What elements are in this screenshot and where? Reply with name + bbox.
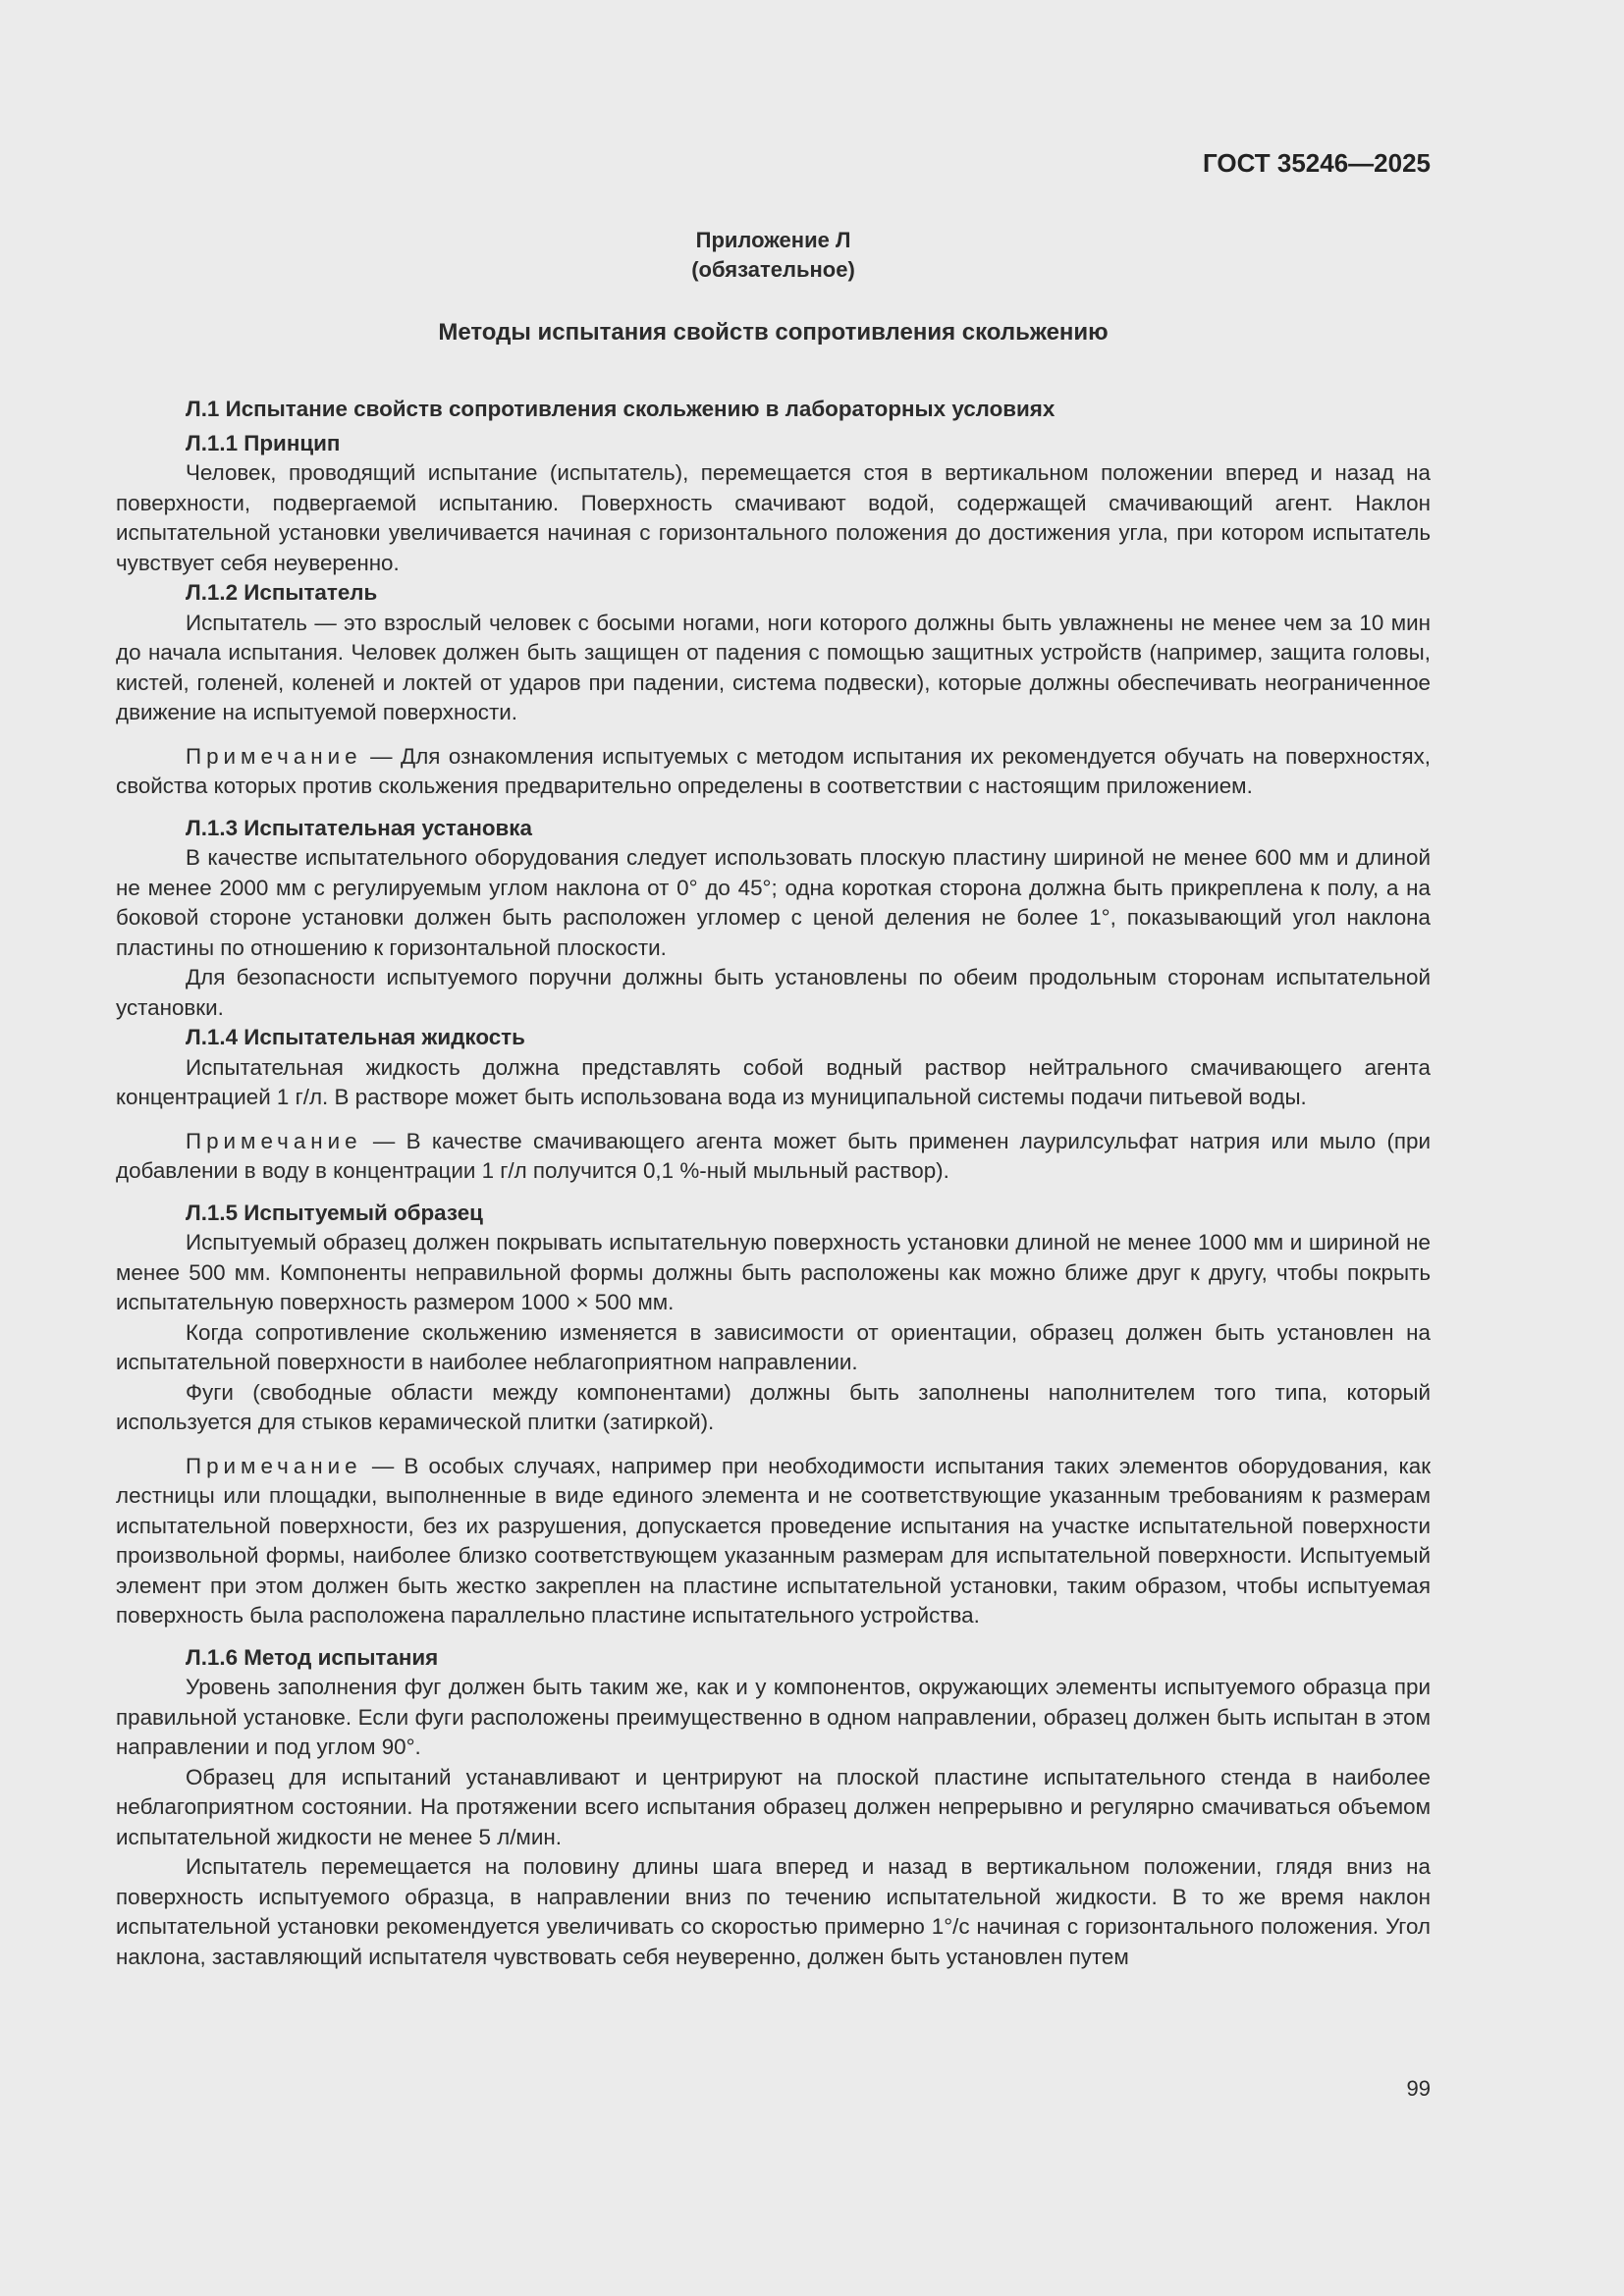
note-text: — В особых случаях, например при необходимости испытания таких элементов оборудования, как лестницы или площадки, выполненные в виде единого элемента и не соответствующие указанным требованиям к размерам испытательной поверхности, без их разрушения, допускается проведение испытания на участке испытательной поверхности произвольной формы, наиболее близко соответствующем указанным размерам для испытательной поверхности. Испытуемый элемент при этом должен быть жестко закреплен на пластине испытательной установки, таким образом, чтобы испытуемая поверхность была расположена параллельно пластине испытательного устройства. [116,1453,1431,1628]
paragraph: Испытательная жидкость должна представлять собой водный раствор нейтрального смачивающего агента концентрацией 1 г/л. В растворе может быть использована вода из муниципальной системы подачи питьевой воды. [116,1054,1431,1109]
note-label: Примечание [186,1128,362,1153]
paragraph: Испытатель перемещается на половину длины шага вперед и назад в вертикальном положении, глядя вниз на поверхность испытуемого образца, в направлении вниз по течению испытательной жидкости. В то же время наклон испытательной установки рекомендуется увеличивать со скоростью примерно 1°/с начиная с горизонтального положения. Угол наклона, заставляющий испытателя чувствовать себя неуверенно, должен быть установлен путем [116,1854,1431,1969]
note [116,742,1431,802]
paragraph: Для безопасности испытуемого поручни должны быть установлены по обеим продольным сторонам испытательной установки. [116,965,1431,1020]
section-heading-l1-3: Л.1.3 Испытательная установка [186,815,532,840]
section-heading-l1: Л.1 Испытание свойств сопротивления скольжению в лабораторных условиях [186,397,1056,421]
section-heading-l1-6: Л.1.6 Метод испытания [186,1644,439,1670]
annex-status: (обязательное) [691,257,855,282]
note-text: — В качестве смачивающего агента может быть применен лаурилсульфат натрия или мыло (при добавлении в воду в концентрации 1 г/л получится 0,1 %-ный мыльный раствор). [116,1128,1431,1183]
note-label: Примечание [186,743,362,769]
paragraph: Фуги (свободные области между компонентами) должны быть заполнены наполнителем того типа, который используется для стыков керамической плитки (затиркой). [116,1379,1431,1434]
paragraph: В качестве испытательного оборудования следует использовать плоскую пластину шириной не менее 600 мм и длиной не менее 2000 мм с регулируемым углом наклона от 0° до 45°; одна короткая сторона должна быть прикреплена к полу, а на боковой стороне установки должен быть расположен угломер с ценой деления не более 1°, показывающий угол наклона пластины по отношению к горизонтальной плоскости. [116,845,1431,960]
annex-label: Приложение Л [695,228,851,252]
section-heading-l1-1: Л.1.1 Принцип [186,430,341,455]
annex-title: Методы испытания свойств сопротивления скольжению [438,319,1109,346]
paragraph: Человек, проводящий испытание (испытатель), перемещается стоя в вертикальном положении вперед и назад на поверхности, подвергаемой испытанию. Поверхность смачивают водой, содержащей смачивающий агент. Наклон испытательной установки увеличивается начиная с горизонтального положения до достижения угла, при котором испытатель чувствует себя неуверенно. [116,460,1431,575]
note-text: — Для ознакомления испытуемых с методом испытания их рекомендуется обучать на поверхностях, свойства которых против скольжения предварительно определены в соответствии с настоящим приложением. [116,743,1431,798]
section-heading-l1-4: Л.1.4 Испытательная жидкость [186,1025,525,1049]
note-label: Примечание [186,1453,362,1478]
document-code: ГОСТ 35246—2025 [1203,148,1431,178]
note [116,1452,1431,1631]
paragraph: Когда сопротивление скольжению изменяется в зависимости от ориентации, образец должен быть установлен на испытательной поверхности в наиболее неблагоприятном направлении. [116,1319,1431,1374]
paragraph: Образец для испытаний устанавливают и центрируют на плоской пластине испытательного стенда в наиболее неблагоприятном состоянии. На протяжении всего испытания образец должен непрерывно и регулярно смачиваться объемом испытательной жидкости не менее 5 л/мин. [116,1764,1431,1849]
paragraph: Испытатель — это взрослый человек с босыми ногами, ноги которого должны быть увлажнены не менее чем за 10 мин до начала испытания. Человек должен быть защищен от падения с помощью защитных устройств (например, защита головы, кистей, голеней, коленей и локтей от ударов при падении, система подвески), которые должны обеспечивать неограниченное движение на испытуемой поверхности. [116,610,1431,724]
document-body [116,395,1431,1972]
note [116,1127,1431,1187]
section-heading-l1-5: Л.1.5 Испытуемый образец [186,1200,483,1225]
paragraph: Уровень заполнения фуг должен быть таким же, как и у компонентов, окружающих элементы испытуемого образца при правильной установке. Если фуги расположены преимущественно в одном направлении, образец должен быть испытан в этом направлении и под углом 90°. [116,1675,1431,1759]
page-number: 99 [1406,2076,1431,2101]
section-heading-l1-2: Л.1.2 Испытатель [186,580,378,605]
paragraph: Испытуемый образец должен покрывать испытательную поверхность установки длиной не менее 1000 мм и шириной не менее 500 мм. Компоненты неправильной формы должны быть расположены как можно ближе друг к другу, чтобы покрыть испытательную поверхность размером 1000 × 500 мм. [116,1230,1431,1314]
annex-heading [116,226,1431,285]
